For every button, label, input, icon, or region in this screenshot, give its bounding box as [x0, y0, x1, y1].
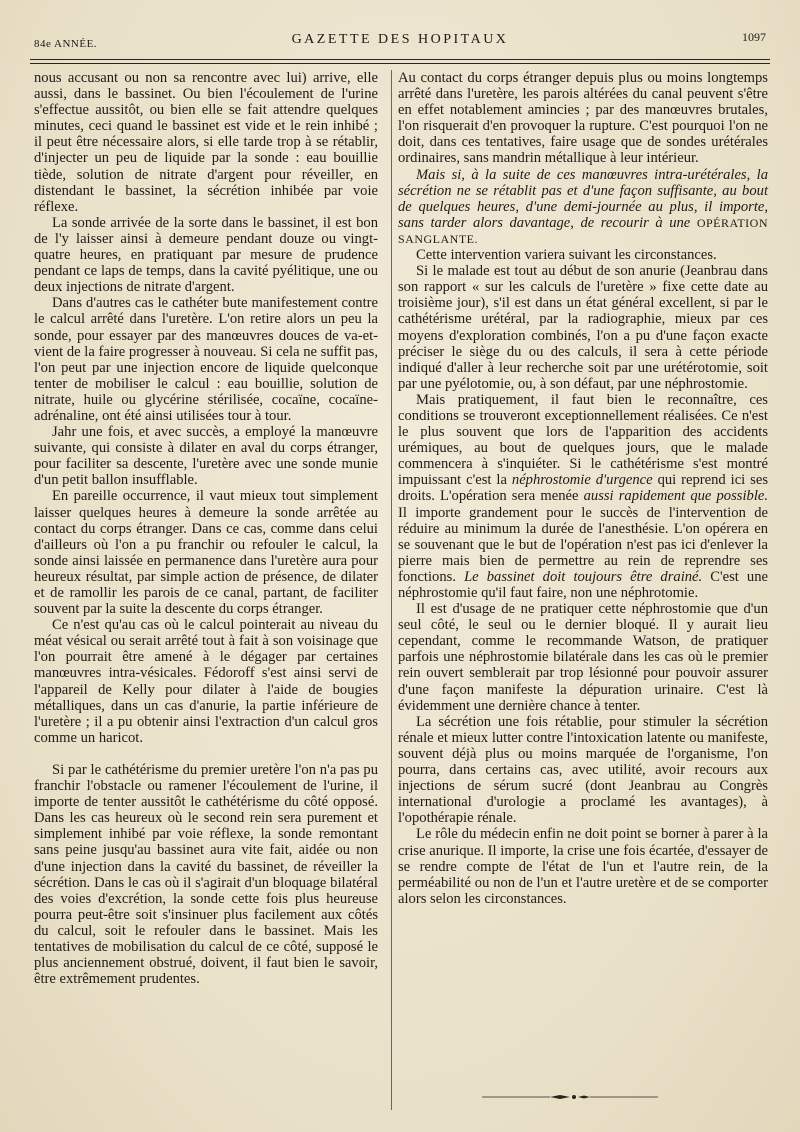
left-column — [34, 70, 378, 987]
paragraph: Jahr une fois, et avec succès, a employé la manœuvre suivante, qui consiste à dilater en aval du corps étranger, pour faciliter sa descente, l'uretère avec une sonde munie d'un petit ballon insufflable. — [34, 424, 378, 489]
right-column — [398, 70, 768, 907]
end-ornament-icon — [480, 1092, 660, 1102]
paragraph: Au contact du corps étranger depuis plus ou moins longtemps arrêté dans l'uretère, les parois altérées du canal peuvent s'être en effet notablement amincies ; par des manœuvres brutales, l'on risquerait d'en provoquer la rupture. C'est pourquoi l'on ne doit, dans ces tentatives, faire usage que de sondes urétérales ordinaires, sans mandrin métallique à leur intérieur. — [398, 70, 768, 167]
publication-title: GAZETTE DES HOPITAUX — [291, 32, 509, 47]
volume-label: 84e ANNÉE. — [34, 38, 98, 50]
paragraph: Il est d'usage de ne pratiquer cette néphrostomie que d'un seul côté, le seul ou le dernier bloqué. Il y aurait lieu cependant, comme le recommande Watson, de pratiquer parfois une néphrostomie bilatérale dans les cas où le premier rein ouvert semblerait par trop lésionné pour pouvoir assurer d'une façon manifeste la dépuration urinaire. C'est là évidemment une dernière chance à tenter. — [398, 601, 768, 714]
paragraph: Dans d'autres cas le cathéter bute manifestement contre le calcul arrêté dans l'uretère. L'on retire alors un peu la sonde, pour essayer par des manœuvres douces de va-et-vient de la faire progresser à nouveau. Si cela ne suffit pas, l'on peut par une injection encore de liquide quelconque tenter de mobiliser le calcul : eau bouillie, solution de nitrate, huile ou glycérine stérilisée, cocaïne, cocaïne-adrénaline, ont été ainsi utilisées tour à tour. — [34, 295, 378, 424]
paragraph: Si le malade est tout au début de son anurie (Jeanbrau dans son rapport « sur les calculs de l'uretère » fixe cette date au troisième jour), s'il est dans un état général excellent, si par le cathétérisme urétéral, par la radiographie, mieux par ces moyens d'exploration combinés, l'on a pu d'une façon exacte préciser le siège du ou des calculs, il sera à cette période indiqué d'aller à leur recherche soit par une urétérotomie, soit par une pyélotomie, ou, à son défaut, par une néphrostomie. — [398, 263, 768, 392]
paragraph: La sonde arrivée de la sorte dans le bassinet, il est bon de l'y laisser ainsi à demeure pendant douze ou vingt-quatre heures, en pratiquant par mesure de prudence pendant ce laps de temps, dans la cavité pyélitique, une ou deux injections de nitrate d'argent. — [34, 214, 378, 296]
italic-text: Le bassinet doit toujours être drainé. — [464, 568, 703, 585]
header-rule — [30, 59, 770, 60]
paragraph: Le rôle du médecin enfin ne doit point se borner à parer à la crise anurique. Il importe, la crise une fois écartée, d'essayer de se rendre compte de l'état de l'un et l'autre rein, de la perméabilité ou non de l'un et l'autre uretère et de se comporter alors selon les circonstances. — [398, 826, 768, 907]
text-run: Il importe grandement pour le succès de l'intervention de réduire au minimum la durée de l'anesthésie. L'on opérera en se souvenant que le but de l'opération n'est pas ici d'enlever la pierre mais bien de permettre au rein de reprendre ses fonctions. — [398, 504, 768, 585]
italic-text: Mais si, à la suite de ces manœuvres intra-urétérales, la sécrétion ne se rétablit pas et d'une façon suffisante, au bout de quelques heures, d'une demi-journée au plus, il importe, sans tarder alors davantage, de recourir à une — [398, 166, 768, 231]
header-rule-thin — [30, 63, 770, 64]
paragraph-conclusion — [398, 167, 768, 247]
section-keyword: OPÉRATION SANGLANTE. — [398, 215, 768, 246]
column-divider — [391, 70, 392, 1110]
paragraph: Si par le cathétérisme du premier uretère l'on n'a pas pu franchir l'obstacle ou ramener l'écoulement de l'urine, il importe de tenter aussitôt le cathétérisme du côté opposé. Dans les cas heureux où le second rein sera purement et simplement inhibé par voie réflexe, la sonde remontant sans peine jusqu'au bassinet aura vite fait, aidée ou non d'une injection dans la cavité du bassinet, de réveiller la sécrétion. Dans le cas où il s'agirait d'un bloquage bilatéral des voies d'excrétion, la sonde cette fois plus heureuse pourra peut-être soit s'insinuer plus facilement aux côtés du calcul, soit le refouler dans le bassinet. Mais les tentatives de mobilisation du calcul de ce côté, supposé le plus anciennement obstrué, doivent, il faut bien le savoir, être extrêmement prudentes. — [34, 761, 378, 988]
italic-text: néphrostomie d'urgence — [511, 472, 653, 489]
paragraph: Ce n'est qu'au cas où le calcul pointerait au niveau du méat vésical ou serait arrêté tout à fait à son voisinage que l'on pourrait être amené à le dégager par certaines manœuvres intra-vésicales. Fédoroff s'est ainsi servi de l'appareil de Kelly pour dilater à l'aide de bougies métalliques, dans un cas d'anurie, la partie inférieure de l'uretère ; il a pu obtenir ainsi l'extraction d'un calcul gros comme un haricot. — [34, 617, 378, 746]
text-run: C'est une néphrostomie qu'il faut faire, non une néphrotomie. — [398, 568, 768, 601]
page-header — [34, 28, 766, 54]
paragraph: En pareille occurrence, il vaut mieux tout simplement laisser quelques heures à demeure la sonde arrêtée au contact du corps étranger. Dans ce cas, comme dans celui d'ailleurs où l'on a pu franchir ou refouler le calcul, la sonde ainsi laissée en permanence dans l'uretère aura pour heureux résultat, par simple action de présence, de dilater et de ramollir les parois de ce canal, partant, de faciliter souvent par la suite la descente du corps étranger. — [34, 488, 378, 618]
italic-text: aussi rapidement que possible. — [583, 488, 768, 505]
text-run: Mais pratiquement, il faut bien le reconnaître, ces conditions se trouveront exceptionnellement réalisées. Ce n'est le plus souvent que lors de l'apparition des accidents urémiques, au bout de quelques jours, que le malade commencera à s'inquiéter. Si le cathétérisme s'est montré impuissant c'est la — [398, 391, 768, 489]
text-run: qui reprend ici ses droits. L'opération sera menée — [398, 472, 768, 505]
paragraph: nous accusant ou non sa rencontre avec lui) arrive, elle aussi, dans le bassinet. Ou bien l'écoulement de l'urine s'effectue aussitôt, ou bien elle se fait attendre quelques minutes, ceci quand le bassinet est vide et le rein inhibé ; il peut être nécessaire alors, si elle tarde trop à se rétablir, d'injecter un peu de liquide par la sonde : eau bouillie tiède, solution de nitrate d'argent pour réveiller, en distendant le bassinet, la sécrétion inhibée par voie réflexe. — [34, 70, 378, 215]
paragraph: La sécrétion une fois rétablie, pour stimuler la sécrétion rénale et mieux lutter contre l'intoxication latente ou manifeste, souvent déjà plus ou moins marquée de l'organisme, l'on pourra, dans certains cas, avec utilité, avoir recours aux injections de sérum sucré (dont Jeanbrau au Congrès international d'urologie a proclamé les avantages), à l'opothérapie rénale. — [398, 713, 768, 827]
page-number: 1097 — [742, 30, 766, 44]
paragraph: Cette intervention variera suivant les circonstances. — [416, 247, 717, 264]
paragraph — [398, 392, 768, 601]
